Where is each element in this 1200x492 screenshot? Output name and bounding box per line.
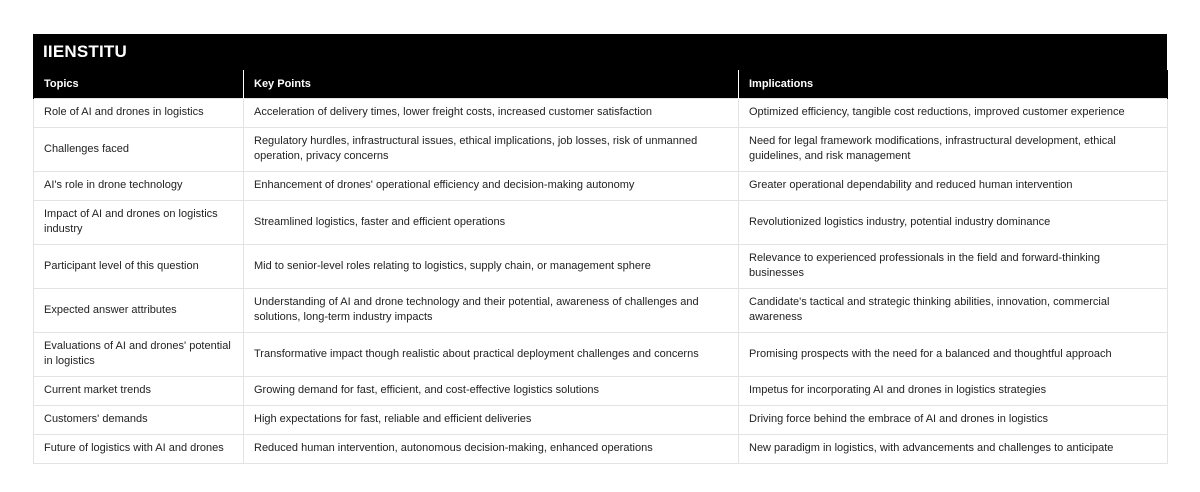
cell-topic: Expected answer attributes [34, 288, 244, 332]
cell-implications: Impetus for incorporating AI and drones in logistics strategies [739, 376, 1168, 405]
column-header-implications: Implications [739, 70, 1168, 98]
table-row [34, 332, 1168, 376]
cell-topic: Participant level of this question [34, 244, 244, 288]
cell-topic: Future of logistics with AI and drones [34, 434, 244, 463]
cell-implications: Revolutionized logistics industry, potential industry dominance [739, 200, 1168, 244]
cell-topic: Role of AI and drones in logistics [34, 98, 244, 127]
cell-key-points: Understanding of AI and drone technology and their potential, awareness of challenges and solutions, long-term industry impacts [244, 288, 739, 332]
column-header-topics: Topics [34, 70, 244, 98]
cell-implications: Need for legal framework modifications, infrastructural development, ethical guidelines, and risk management [739, 127, 1168, 171]
table-row [34, 127, 1168, 171]
table-row [34, 288, 1168, 332]
table-row [34, 200, 1168, 244]
cell-key-points: Acceleration of delivery times, lower freight costs, increased customer satisfaction [244, 98, 739, 127]
brand-header: IIENSTITU [33, 34, 1167, 70]
cell-key-points: Mid to senior-level roles relating to logistics, supply chain, or management sphere [244, 244, 739, 288]
column-header-key-points: Key Points [244, 70, 739, 98]
table-row [34, 171, 1168, 200]
cell-implications: Promising prospects with the need for a balanced and thoughtful approach [739, 332, 1168, 376]
data-table [33, 70, 1168, 464]
cell-key-points: Transformative impact though realistic about practical deployment challenges and concerns [244, 332, 739, 376]
cell-topic: Evaluations of AI and drones' potential in logistics [34, 332, 244, 376]
cell-topic: Impact of AI and drones on logistics industry [34, 200, 244, 244]
table-row [34, 405, 1168, 434]
cell-key-points: High expectations for fast, reliable and efficient deliveries [244, 405, 739, 434]
table-row [34, 244, 1168, 288]
cell-key-points: Enhancement of drones' operational efficiency and decision-making autonomy [244, 171, 739, 200]
cell-topic: AI's role in drone technology [34, 171, 244, 200]
cell-topic: Challenges faced [34, 127, 244, 171]
cell-topic: Customers' demands [34, 405, 244, 434]
cell-key-points: Reduced human intervention, autonomous decision-making, enhanced operations [244, 434, 739, 463]
cell-key-points: Regulatory hurdles, infrastructural issues, ethical implications, job losses, risk of unmanned operation, privacy concerns [244, 127, 739, 171]
table-row [34, 98, 1168, 127]
cell-implications: Candidate's tactical and strategic thinking abilities, innovation, commercial awareness [739, 288, 1168, 332]
cell-topic: Current market trends [34, 376, 244, 405]
cell-implications: Greater operational dependability and reduced human intervention [739, 171, 1168, 200]
table-row [34, 434, 1168, 463]
table-row [34, 376, 1168, 405]
cell-implications: Relevance to experienced professionals in the field and forward-thinking businesses [739, 244, 1168, 288]
cell-implications: Driving force behind the embrace of AI and drones in logistics [739, 405, 1168, 434]
cell-implications: New paradigm in logistics, with advancements and challenges to anticipate [739, 434, 1168, 463]
cell-implications: Optimized efficiency, tangible cost reductions, improved customer experience [739, 98, 1168, 127]
cell-key-points: Growing demand for fast, efficient, and cost-effective logistics solutions [244, 376, 739, 405]
header-row [34, 70, 1168, 98]
content-table-container [33, 34, 1167, 464]
cell-key-points: Streamlined logistics, faster and efficient operations [244, 200, 739, 244]
